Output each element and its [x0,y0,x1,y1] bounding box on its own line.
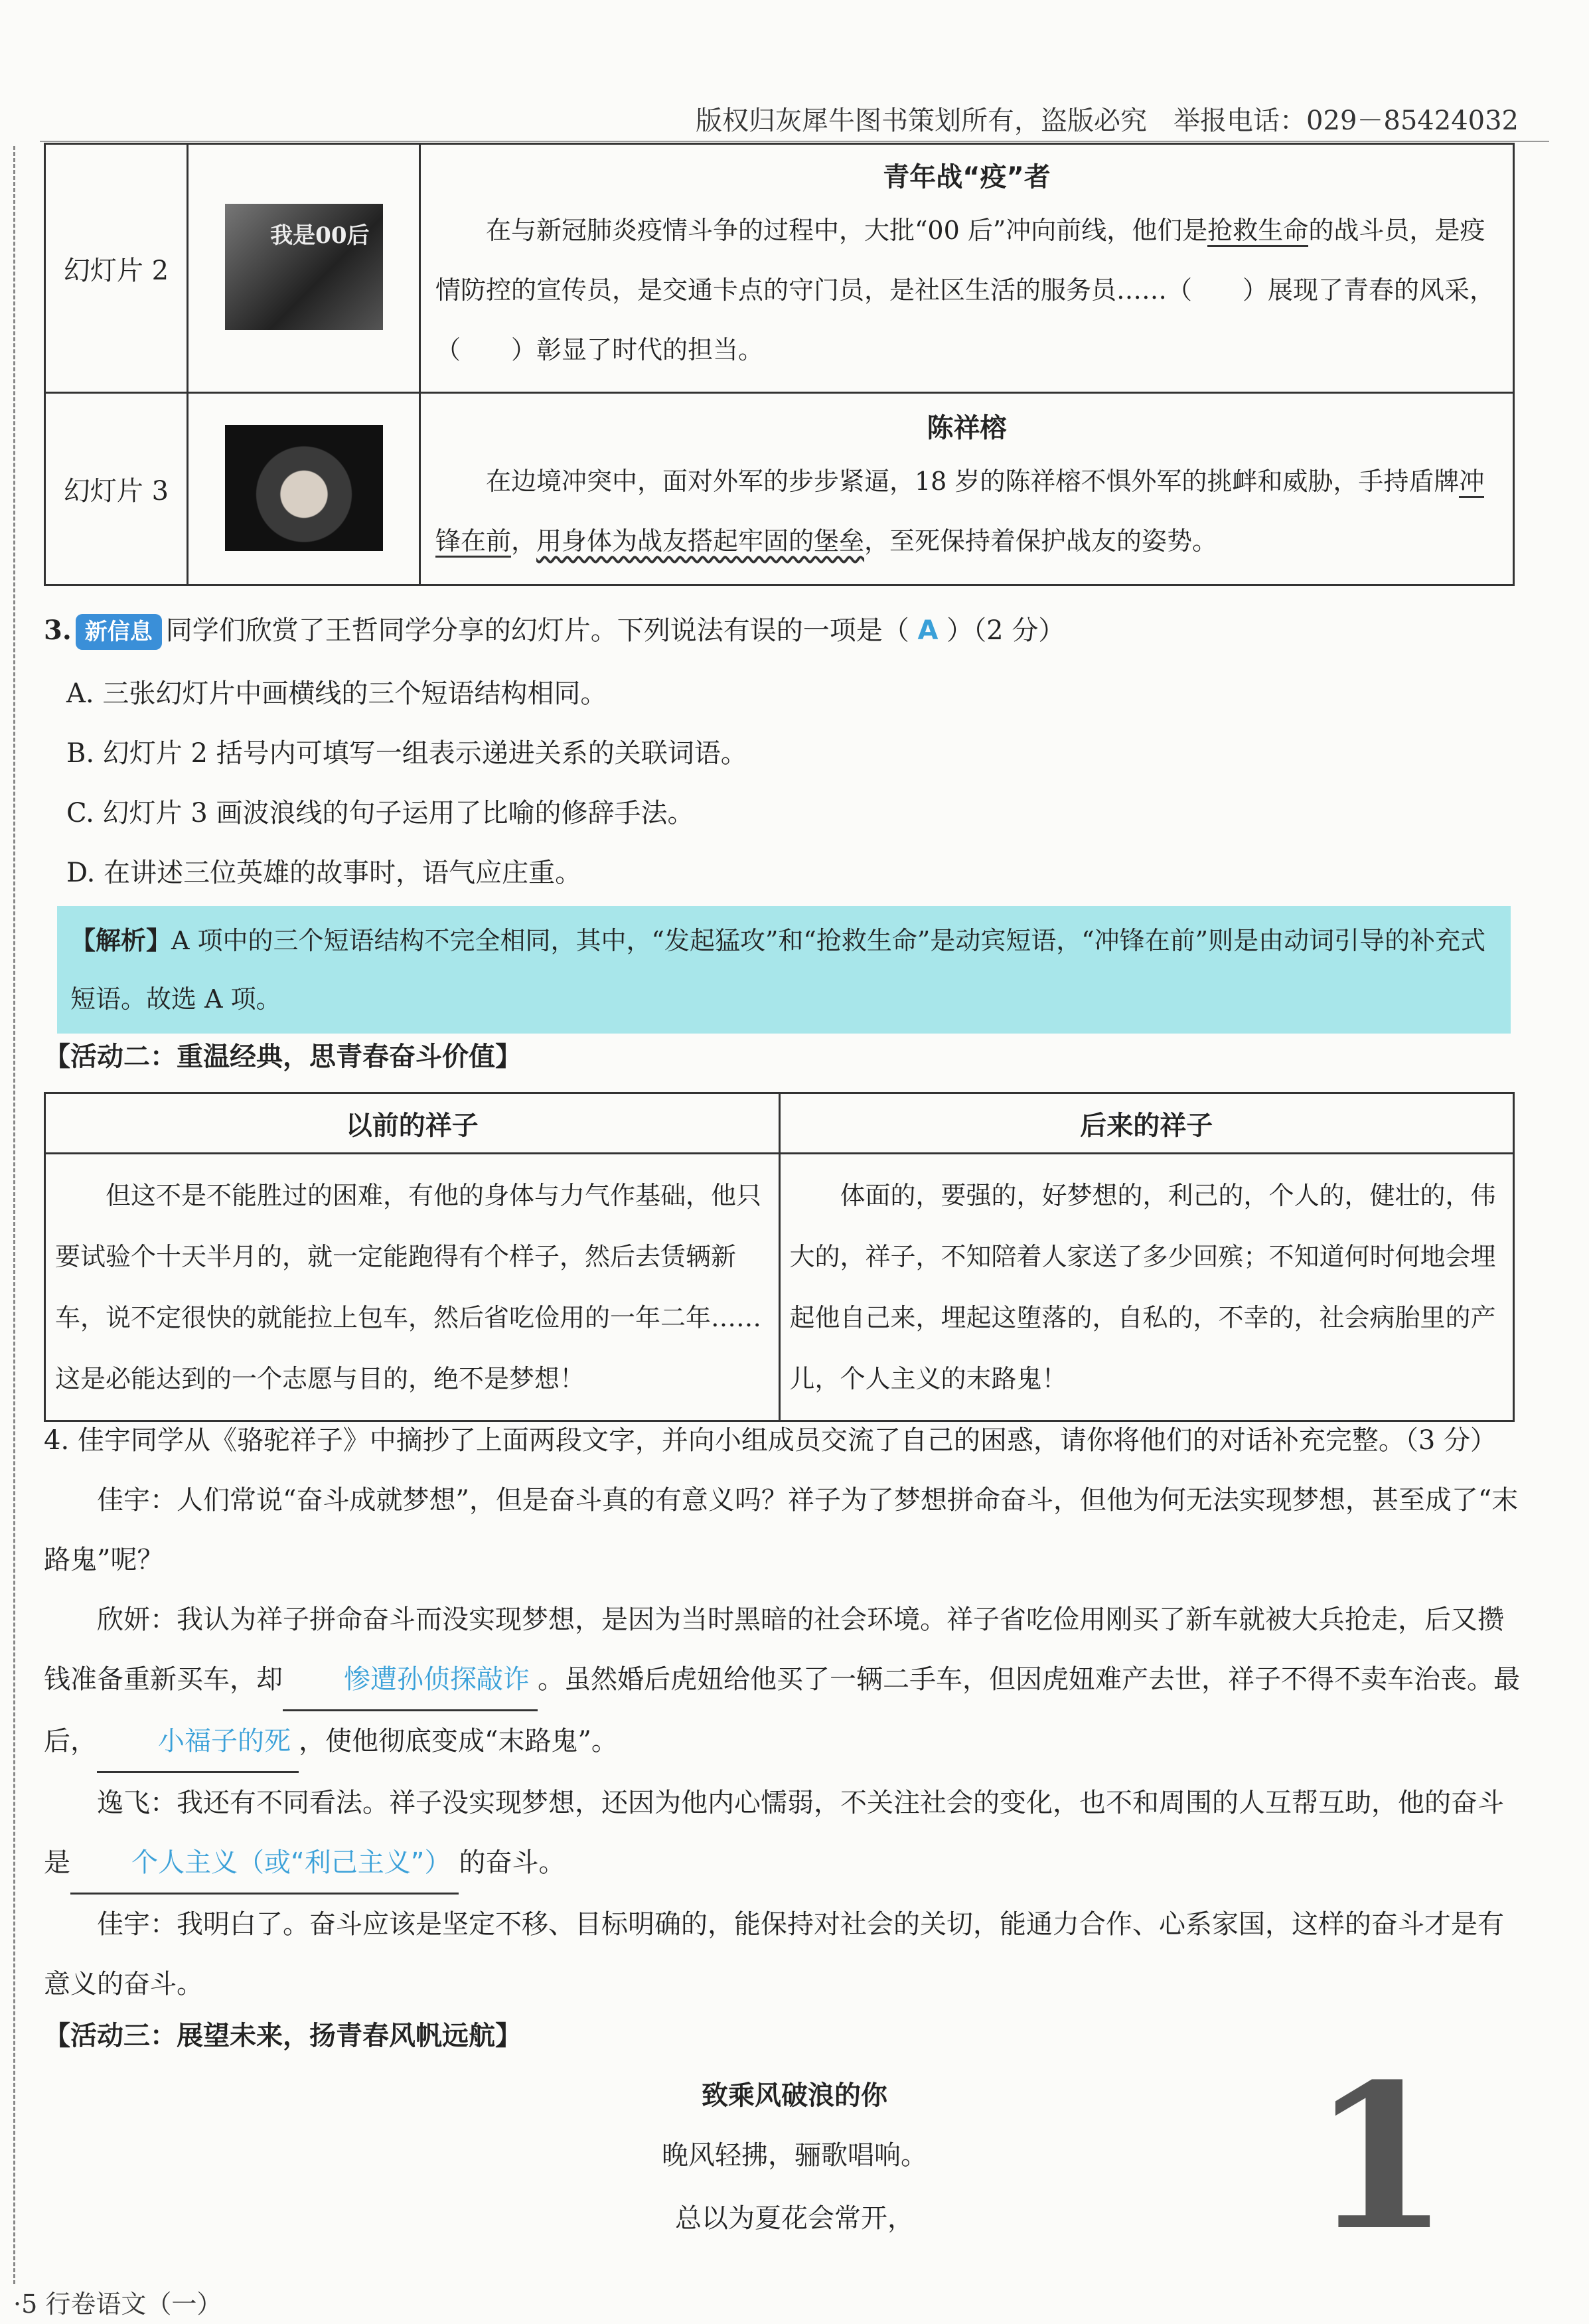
excerpt-before: 但这不是不能胜过的困难，有他的身体与力气作基础，他只要试验个十天半月的，就一定能跑得有个样子，然后去赁辆新车，说不定很快的就能拉上包车，然后省吃俭用的一年二年……这是必能达到的一个志愿与目的，绝不是梦想！ [45,1154,780,1421]
analysis-box: 【解析】A 项中的三个短语结构不完全相同，其中，“发起猛攻”和“抢救生命”是动宾短语，“冲锋在前”则是由动词引导的补充式短语。故选 A 项。 [57,906,1511,1034]
activity-2-heading: 【活动二：重温经典，思青春奋斗价值】 [44,1042,522,1072]
answer-blank-3: 个人主义（或“利己主义”） [70,1833,459,1895]
photo-caption: 我是00后 [270,222,370,249]
option-d: D. 在讲述三位英雄的故事时，语气应庄重。 [66,858,582,888]
header-rule [40,141,1549,142]
footer: ·5 行卷语文（一） [13,2289,222,2319]
option-b: B. 幻灯片 2 括号内可填写一组表示递进关系的关联词语。 [66,738,747,769]
slide-photo-soldier [225,425,383,551]
excerpt-after: 体面的，要强的，好梦想的，利己的，个人的，健壮的，伟大的，祥子，不知陪着人家送了多少回殡；不知道何时何地会埋起他自己来，埋起这堕落的，自私的，不幸的，社会病胎里的产儿，个人主义的末路鬼！ [779,1154,1514,1421]
copyright-header: 版权归灰犀牛图书策划所有，盗版必究 举报电话：029－85424032 [696,106,1519,136]
slide-title: 陈祥榕 [927,412,1007,443]
answer-blank-2: 小福子的死 [97,1711,299,1773]
question-3-options [66,664,1523,903]
underlined-phrase: 抢救生命 [1207,216,1308,247]
poem-line-1: 晚风轻拂，骊歌唱响。 [662,2140,927,2171]
slide-photo-youth [225,204,383,330]
compare-table [44,1092,1515,1422]
activity-3-heading: 【活动三：展望未来，扬青春风帆远航】 [44,2021,522,2051]
slide-row-2 [45,144,1514,393]
slide-row-3 [45,393,1514,585]
question-4 [44,1411,1523,2014]
binding-line [13,146,15,2284]
slide-label: 幻灯片 2 [45,144,188,393]
question-4-stem: 4. 佳宇同学从《骆驼祥子》中摘抄了上面两段文字，并向小组成员交流了自己的困惑，请你将他们的对话补充完整。（3 分） [44,1425,1497,1456]
dialogue-xinyan: 欣妍：我认为祥子拼命奋斗而没实现梦想，是因为当时黑暗的社会环境。祥子省吃俭用刚买了新车就被大兵抢走，后又攒钱准备重新买车，却 惨遭孙侦探敲诈 。虽然婚后虎妞给他买了一辆二手车，但因虎妞难产去世，祥子不得不卖车治丧。最后， 小福子的死 ，使他彻底变成“末路鬼”。 [44,1590,1523,1773]
dialogue-jiayu-2: 佳宇：我明白了。奋斗应该是坚定不移、目标明确的，能保持对社会的关切，能通力合作、心系家国，这样的奋斗才是有意义的奋斗。 [44,1909,1504,1999]
option-c: C. 幻灯片 3 画波浪线的句子运用了比喻的修辞手法。 [66,798,694,828]
slide-title: 青年战“疫”者 [883,162,1051,193]
slide-body: 在与新冠肺炎疫情斗争的过程中，大批“00 后”冲向前线，他们是抢救生命的战斗员，是疫情防控的宣传员，是交通卡点的守门员，是社区生活的服务员……（ ）展现了青春的风采，（ ）彰显了时代的担当。 [435,216,1495,364]
wavy-underlined-sentence: 用身体为战友搭起牢固的堡垒 [536,526,865,556]
slide-body: 在边境冲突中，面对外军的步步紧逼，18 岁的陈祥榕不惧外军的挑衅和威胁，手持盾牌冲锋在前，用身体为战友搭起牢固的堡垒，至死保持着保护战友的姿势。 [435,451,1498,571]
slide-label: 幻灯片 3 [45,393,188,585]
slides-table [44,143,1515,586]
col-before: 以前的祥子 [45,1093,780,1154]
answer-mark: A [917,615,939,646]
option-a: A. 三张幻灯片中画横线的三个短语结构相同。 [66,678,607,709]
underlined-phrase: 冲锋在前 [435,467,1484,558]
new-info-badge: 新信息 [76,614,162,650]
question-3: 3. 新信息 同学们欣赏了王哲同学分享的幻灯片。下列说法有误的一项是（ A ）（2 分） [44,601,1523,660]
answer-blank-1: 惨遭孙侦探敲诈 [283,1650,538,1711]
poem-title: 致乘风破浪的你 [702,2080,887,2111]
page-mark: 1 [1311,2040,1450,2274]
col-after: 后来的祥子 [779,1093,1514,1154]
dialogue-jiayu-1: 佳宇：人们常说“奋斗成就梦想”，但是奋斗真的有意义吗？祥子为了梦想拼命奋斗，但他为何无法实现梦想，甚至成了“末路鬼”呢？ [44,1485,1519,1575]
dialogue-yifei: 逸飞：我还有不同看法。祥子没实现梦想，还因为他内心懦弱，不关注社会的变化，也不和周围的人互帮互助，他的奋斗是 个人主义（或“利己主义”） 的奋斗。 [44,1773,1523,1895]
poem-line-2: 总以为夏花会常开， [675,2203,914,2234]
